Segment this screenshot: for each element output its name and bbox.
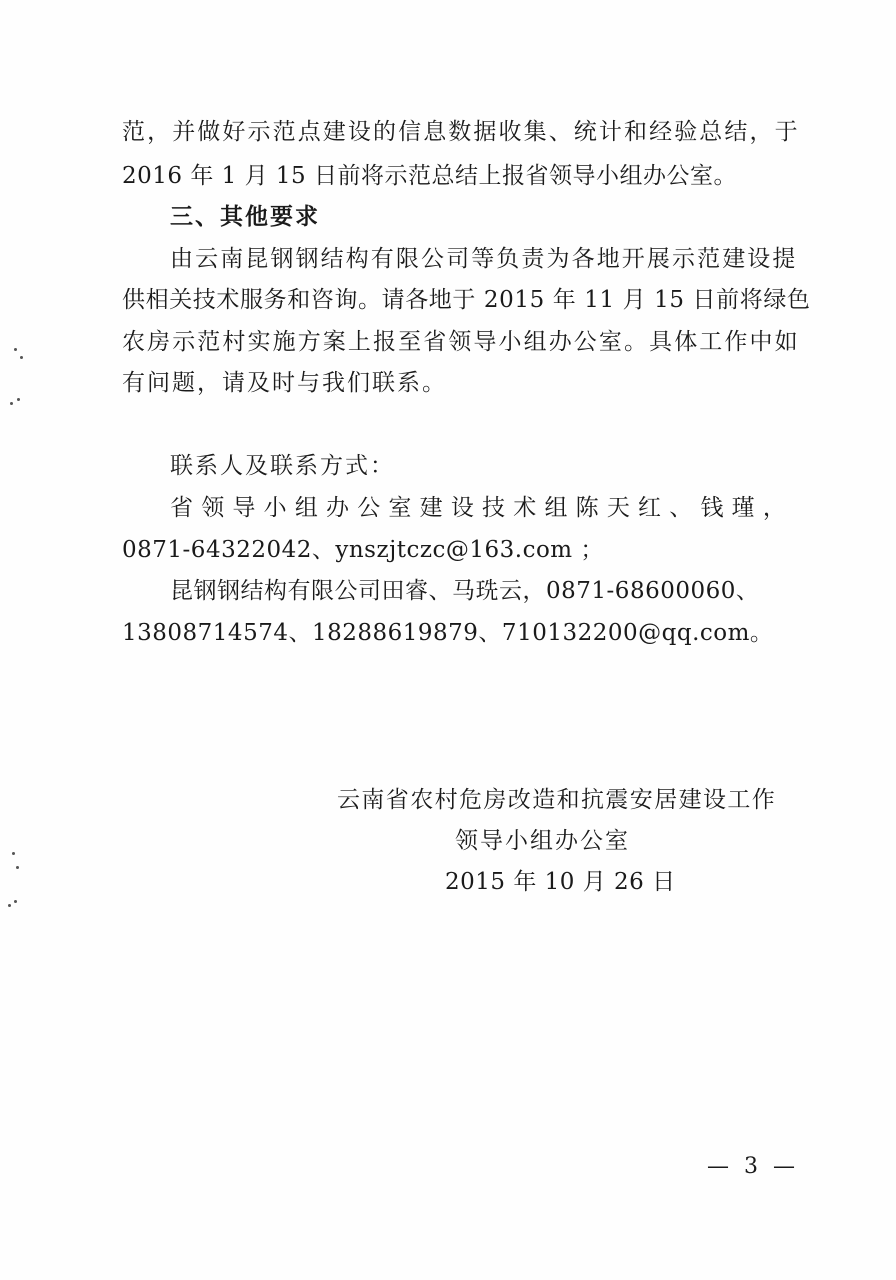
scan-speck bbox=[14, 900, 17, 903]
contact-char: 建 bbox=[419, 495, 443, 521]
signature-org-line1: 云南省农村危房改造和抗震安居建设工作 bbox=[337, 787, 777, 813]
contact-char: 小 bbox=[263, 495, 287, 521]
contact-char: 天 bbox=[606, 495, 630, 521]
contact-char: 省 bbox=[170, 495, 193, 521]
contact2-line2: 13808714574、18288619879、710132200@qq.com。 bbox=[122, 620, 774, 646]
contact-char: 、 bbox=[669, 495, 693, 521]
contact-char: 公 bbox=[357, 495, 381, 521]
body-text-line: 有问题，请及时与我们联系。 bbox=[122, 370, 447, 396]
contacts-label: 联系人及联系方式： bbox=[170, 453, 395, 479]
contact-char: 钱 bbox=[700, 495, 724, 521]
contact1-line1 bbox=[170, 493, 786, 523]
scan-speck bbox=[14, 348, 17, 351]
contact-char: 技 bbox=[482, 495, 506, 521]
body-text-line: 2016 年 1 月 15 日前将示范总结上报省领导小组办公室。 bbox=[122, 163, 737, 189]
contact-char: 陈 bbox=[575, 495, 599, 521]
scan-speck bbox=[17, 398, 20, 401]
body-text-line: 由云南昆钢钢结构有限公司等负责为各地开展示范建设提 bbox=[170, 246, 798, 272]
contact-char: 导 bbox=[232, 495, 256, 521]
contact-char: 室 bbox=[388, 495, 412, 521]
contact-char: 组 bbox=[544, 495, 568, 521]
scan-speck bbox=[16, 866, 19, 869]
contact-char: 办 bbox=[326, 495, 350, 521]
body-text-line: 农房示范村实施方案上报至省领导小组办公室。具体工作中如 bbox=[122, 329, 800, 355]
contact-char: 组 bbox=[294, 495, 318, 521]
scan-speck bbox=[12, 852, 15, 855]
body-text-line: 范，并做好示范点建设的信息数据收集、统计和经验总结，于 bbox=[122, 119, 800, 145]
scan-speck bbox=[8, 904, 11, 907]
contact-char: 领 bbox=[201, 495, 225, 521]
signature-date: 2015 年 10 月 26 日 bbox=[445, 869, 676, 895]
contact-char: 瑾 bbox=[731, 495, 755, 521]
contact-char: ， bbox=[762, 495, 786, 521]
contact2-line1: 昆钢钢结构有限公司田睿、马珗云，0871-68600060、 bbox=[170, 578, 760, 604]
scan-speck bbox=[20, 356, 23, 359]
section-heading: 三、其他要求 bbox=[170, 204, 320, 230]
page-number: — 3 — bbox=[707, 1154, 799, 1179]
scan-speck bbox=[10, 402, 13, 405]
contact-char: 术 bbox=[513, 495, 537, 521]
contact1-line2: 0871-64322042、ynszjtczc@163.com ； bbox=[122, 537, 604, 563]
contact-char: 红 bbox=[638, 495, 662, 521]
body-text-line: 供相关技术服务和咨询。请各地于 2015 年 11 月 15 日前将绿色 bbox=[122, 287, 811, 313]
signature-org-line2: 领导小组办公室 bbox=[455, 828, 630, 854]
contact-char: 设 bbox=[450, 495, 474, 521]
